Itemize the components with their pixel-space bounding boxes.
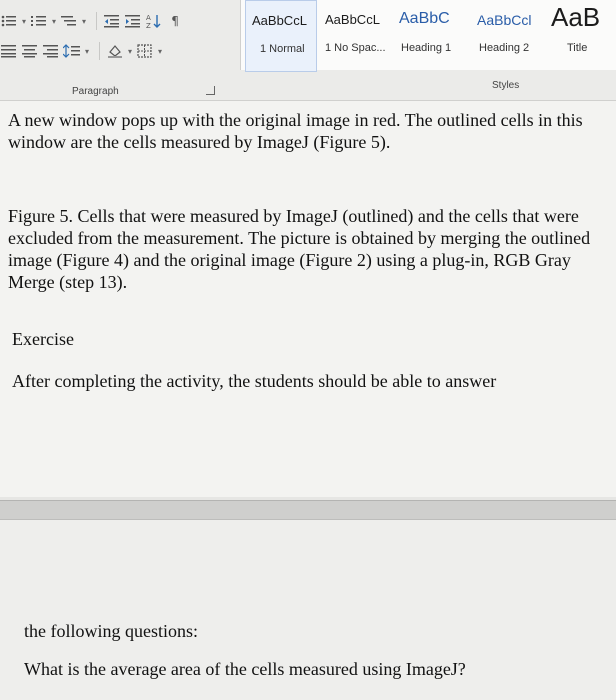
style-normal[interactable] <box>245 0 317 72</box>
document-page[interactable] <box>0 100 616 497</box>
pilcrow-icon[interactable]: ¶ <box>171 14 179 28</box>
style-name: Title <box>567 42 588 54</box>
chevron-down-icon[interactable]: ▾ <box>158 46 163 56</box>
paragraph-group-label: Paragraph <box>72 86 119 97</box>
chevron-down-icon[interactable]: ▾ <box>85 46 90 56</box>
align-center-icon[interactable] <box>21 40 39 62</box>
style-heading-1[interactable] <box>397 0 473 70</box>
chevron-down-icon[interactable]: ▾ <box>52 16 57 26</box>
style-title[interactable] <box>551 0 616 70</box>
style-heading-2[interactable] <box>475 0 547 70</box>
align-left-icon[interactable] <box>0 40 18 62</box>
numbering-icon[interactable] <box>30 10 48 32</box>
style-sample: AaB <box>551 2 601 32</box>
line-spacing-icon[interactable] <box>63 40 81 62</box>
chevron-down-icon[interactable]: ▾ <box>82 16 87 26</box>
align-right-icon[interactable] <box>42 40 60 62</box>
sort-icon[interactable] <box>145 10 163 32</box>
shading-icon[interactable] <box>106 40 124 62</box>
separator <box>99 42 100 60</box>
style-sample: AaBbCcl <box>477 12 532 28</box>
page-break-divider <box>0 500 616 520</box>
decrease-indent-icon[interactable] <box>103 10 121 32</box>
figure-caption: Figure 5. Cells that were measured by ImageJ (outlined) and the cells that were excluded from the measurement. The picture is obtained by merging the outlined image (Figure 4) and the original image (Figure 2) using a plug-in, RGB Gray Merge (step 13). <box>8 206 591 292</box>
paragraph-exercise-intro: After completing the activity, the students should be able to answer <box>12 371 497 391</box>
styles-group-label: Styles <box>492 80 520 91</box>
document-page-2[interactable] <box>0 520 616 700</box>
style-name: Heading 1 <box>401 42 452 54</box>
chevron-down-icon[interactable]: ▾ <box>128 46 133 56</box>
paragraph-row-1 <box>0 8 187 34</box>
increase-indent-icon[interactable] <box>124 10 142 32</box>
style-name: 1 Normal <box>260 43 305 55</box>
paragraph-continued: the following questions: <box>24 621 198 641</box>
style-name: Heading 2 <box>479 42 530 54</box>
bullets-icon[interactable] <box>0 10 18 32</box>
question-1: What is the average area of the cells measured using ImageJ? <box>24 659 466 679</box>
exercise-heading: Exercise <box>12 329 74 349</box>
ribbon <box>0 0 616 100</box>
paragraph-group <box>0 0 236 100</box>
multilevel-list-icon[interactable] <box>60 10 78 32</box>
style-name: 1 No Spac... <box>325 42 386 54</box>
svg-text:Z: Z <box>146 22 151 29</box>
paragraph-intro: A new window pops up with the original image in red. The outlined cells in this window are the cells measured by ImageJ (Figure 5). <box>8 110 583 152</box>
style-no-spacing[interactable] <box>321 0 393 70</box>
separator <box>96 12 97 30</box>
chevron-down-icon[interactable]: ▾ <box>22 16 27 26</box>
svg-text:A: A <box>146 14 151 22</box>
style-sample: AaBbCcL <box>252 13 307 28</box>
paragraph-row-2 <box>0 38 166 64</box>
style-sample: AaBbC <box>399 10 450 27</box>
paragraph-dialog-launcher-icon[interactable] <box>206 86 215 95</box>
styles-gallery <box>240 0 616 70</box>
borders-icon[interactable] <box>136 40 154 62</box>
style-sample: AaBbCcL <box>325 12 380 27</box>
